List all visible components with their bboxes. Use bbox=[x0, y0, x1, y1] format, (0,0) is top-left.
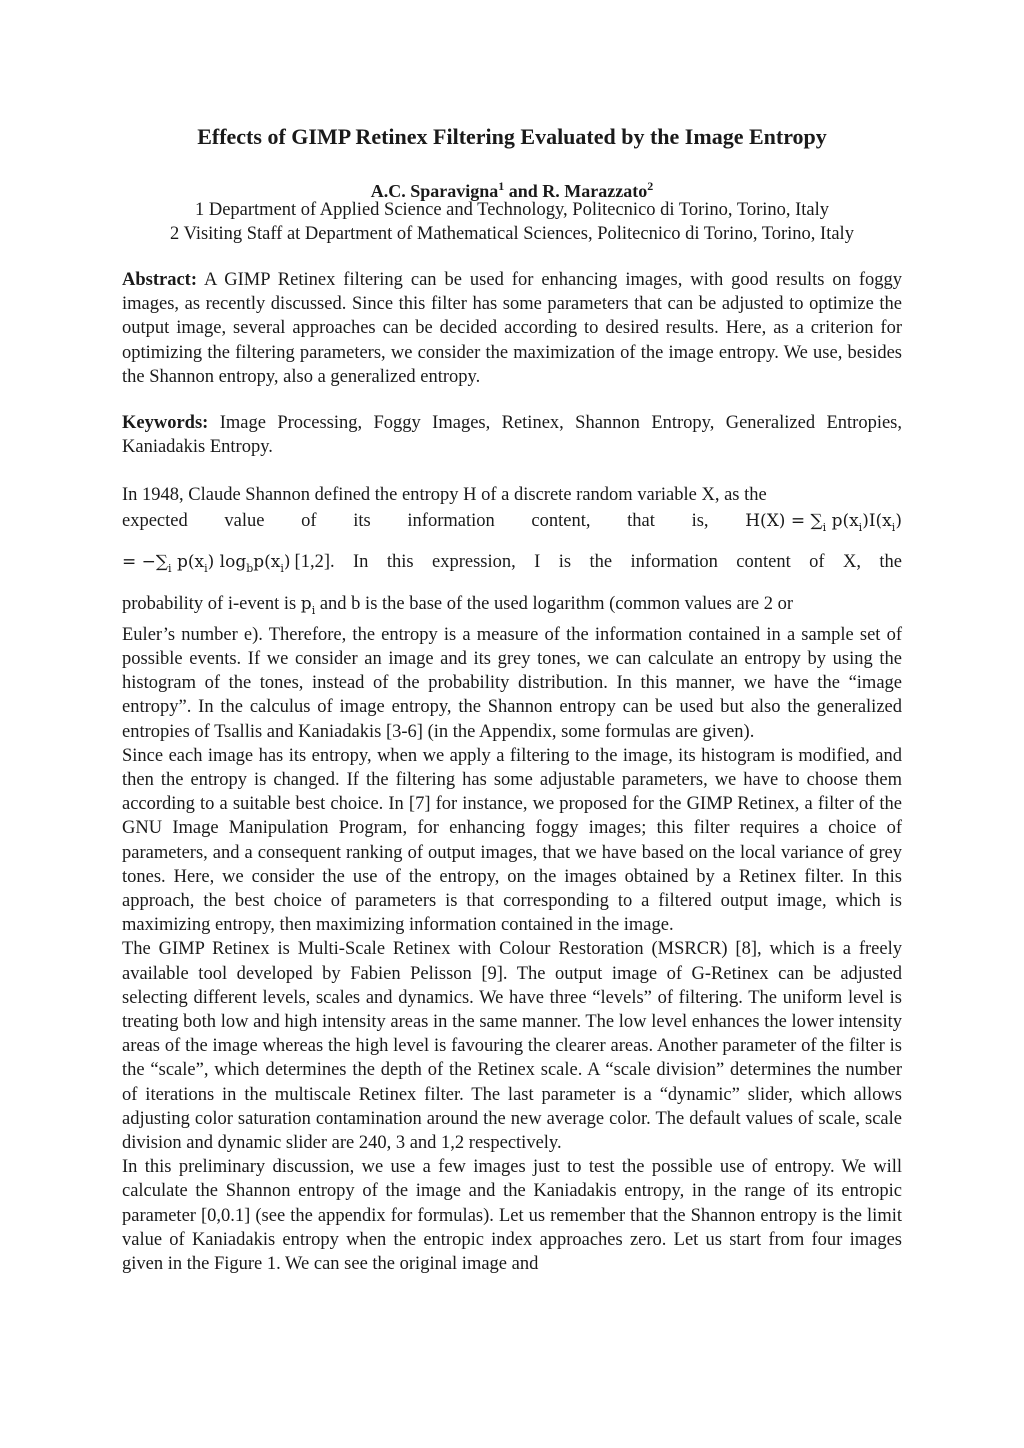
author-1-affil-mark: 1 bbox=[498, 179, 505, 193]
author-1: A.C. Sparavigna bbox=[370, 181, 499, 201]
word: information bbox=[407, 511, 495, 532]
author-conjunction: and bbox=[508, 181, 538, 201]
author-2-affil-mark: 2 bbox=[647, 179, 654, 193]
abstract-label: Abstract: bbox=[122, 270, 198, 290]
intro-line-1: In 1948, Claude Shannon defined the entropy H of a discrete random variable X, as the bbox=[122, 485, 767, 505]
probability-symbol: $p_i$ bbox=[300, 593, 316, 617]
body-paragraph-1: Since each image has its entropy, when we apply a filtering to the image, its histogram is modified, and then the entropy is changed. If the filtering has some adjustable parameters, we have to choose them according to a suitable best choice. In [7] for instance, we proposed for the GIMP Retinex, a filter of the GNU Image Manipulation Program, for enhancing foggy images; this filter requires a choice of parameters, and a consequent ranking of output images, that we have based on the local variance of grey tones. Here, we consider the use of the entropy, on the images obtained by a Retinex filter. In this approach, the best choice of parameters is that corresponding to a filtered output image, which is maximizing entropy, then maximizing information contained in the image. bbox=[122, 745, 902, 936]
body-paragraph-2: The GIMP Retinex is Multi-Scale Retinex with Colour Restoration (MSRCR) [8], which is a freely available tool developed by Fabien Pelisson [9]. The output image of G-Retinex can be adjusted selecting different levels, scales and dynamics. We have three “levels” of filtering. The uniform level is treating both low and high intensity areas in the same manner. The low level enhances the lower intensity areas of the image whereas the high level is favouring the clearer areas. Another parameter of the filter is the “scale”, which determines the depth of the Retinex scale. A “scale division” determines the number of iterations in the multiscale Retinex filter. The last parameter is a “dynamic” slider, which allows adjusting color saturation contamination around the new average color. The default values of scale, scale division and dynamic slider are 240, 3 and 1,2 respectively. bbox=[122, 939, 902, 1154]
word: its bbox=[353, 511, 371, 532]
intro-line-3 bbox=[122, 550, 902, 581]
word: of bbox=[301, 511, 317, 532]
word: content, bbox=[531, 511, 591, 532]
abstract-text: A GIMP Retinex filtering can be used for enhancing images, with good results on foggy images, as recently discussed. Since this filter has some parameters that can be adjusted to optimize the output image, several approaches can be decided according to desired results. Here, as a criterion for optimizing the filtering parameters, we consider the maximization of the image entropy. We use, besides the Shannon entropy, also a generalized entropy. bbox=[122, 270, 903, 387]
entropy-log-equation: = $-\sum_i$ $p(x_i)$ $\log_bp(x_i)$ bbox=[122, 552, 291, 576]
abstract bbox=[122, 268, 902, 389]
word: value bbox=[224, 511, 265, 532]
intro-rest: Euler’s number e). Therefore, the entropy is a measure of the information contained in a sample set of possible events. If we consider an image and its grey tones, we can calculate an entropy by using the histogram of the tones, instead of the probability distribution. In this manner, we have the “image entropy”. In the calculus of image entropy, the Shannon entropy can be used but also the generalized entropies of Tsallis and Kaniadakis [3-6] (in the Appendix, some formulas are given). bbox=[122, 624, 902, 742]
affiliation-2: 2 Visiting Staff at Department of Mathematical Sciences, Politecnico di Torino, Torino, Italy bbox=[170, 224, 854, 244]
keywords-text: Image Processing, Foggy Images, Retinex, Shannon Entropy, Generalized Entropies, Kaniadakis Entropy. bbox=[122, 413, 902, 458]
word: that bbox=[627, 511, 655, 532]
intro-line-4: probability of i-event is $p_i$ and b is the base of the used logarithm (common values are 2 or bbox=[122, 593, 794, 617]
intro-section bbox=[122, 483, 902, 1276]
keywords-label: Keywords: bbox=[122, 413, 209, 433]
affiliation-1: 1 Department of Applied Science and Technology, Politecnico di Torino, Torino, Italy bbox=[194, 200, 830, 220]
paper-title: Effects of GIMP Retinex Filtering Evaluated by the Image Entropy bbox=[197, 124, 827, 149]
keywords bbox=[122, 411, 902, 459]
word: expected bbox=[122, 511, 188, 532]
intro-line-3-text: [1,2]. In this expression, I is the information content of X, the bbox=[294, 552, 902, 573]
author-2: R. Marazzato bbox=[542, 181, 648, 201]
word: is, bbox=[691, 511, 709, 532]
body-paragraph-3: In this preliminary discussion, we use a few images just to test the possible use of entropy. We will calculate the Shannon entropy of the image and the Kaniadakis entropy, in the range of its entropic parameter [0,0.1] (see the appendix for formulas). Let us remember that the Shannon entropy is the limit value of Kaniadakis entropy when the entropic index approaches zero. Let us start from four images given in the Figure 1. We can see the original image and bbox=[122, 1157, 902, 1275]
intro-line-2 bbox=[122, 509, 902, 540]
entropy-equation: $H(X) = \sum_i$ $p(x_i)I(x_i)$ bbox=[745, 511, 902, 535]
